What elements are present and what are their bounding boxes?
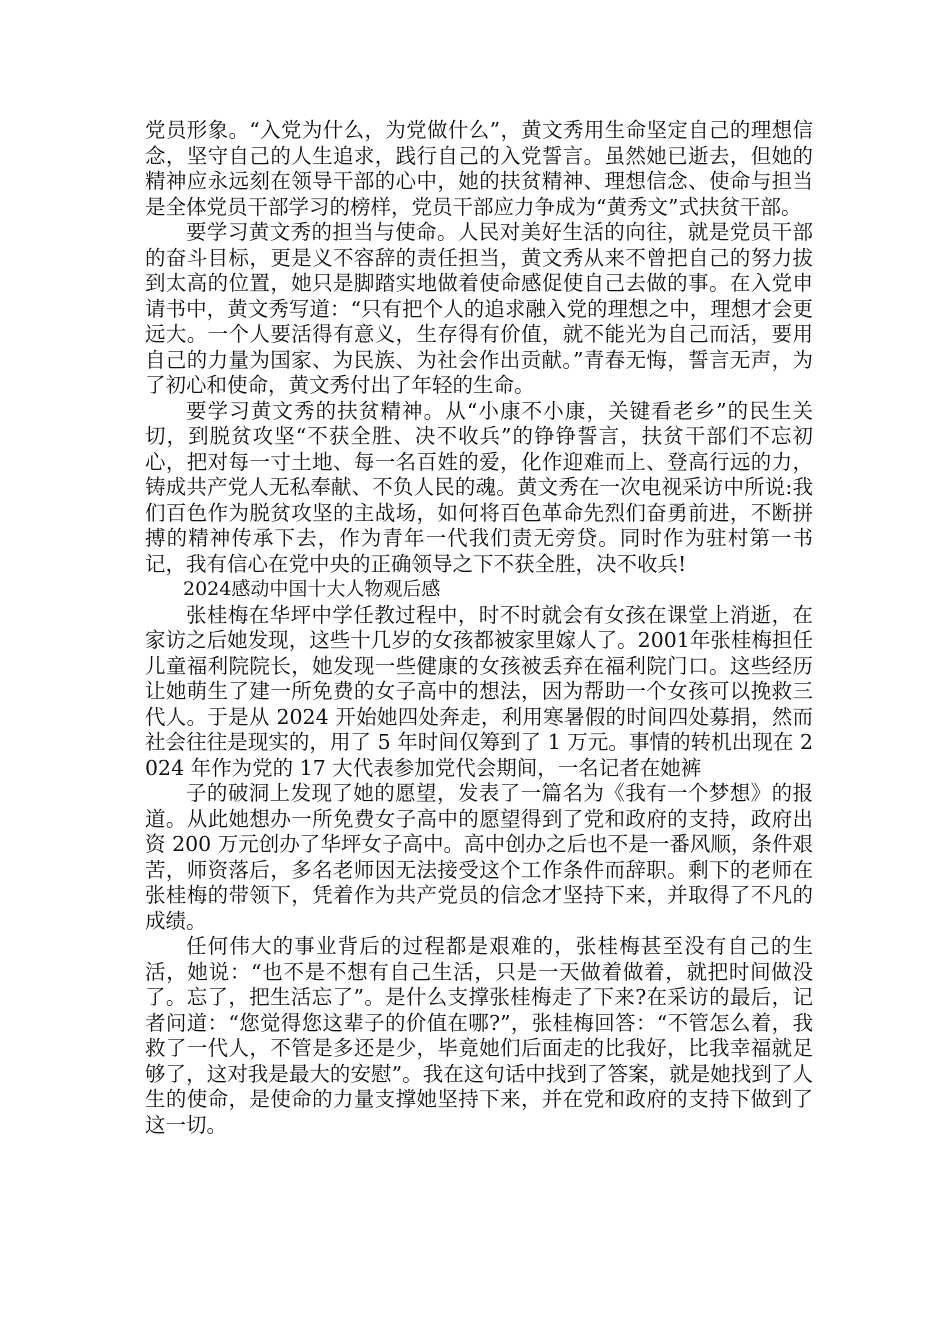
paragraph-responsibility-mission: 要学习黄文秀的担当与使命。人民对美好生活的向往，就是党员干部的奋斗目标，更是义不容辞的责任担当，黄文秀从来不曾把自己的努力拔到太高的位置，她只是脚踏实地做着使命感促使自己去做的事。在入党申请书中，黄文秀写道：“只有把个人的追求融入党的理想之中，理想才会更远大。一个人要活得有意义，生存得有价值，就不能光为自己而活，要用自己的力量为国家、为民族、为社会作出贡献。”青春无悔，誓言无声，为了初心和使命，黄文秀付出了年轻的生命。 bbox=[145, 220, 813, 397]
document-page bbox=[145, 118, 813, 1138]
paragraph-zhang-guimei-school: 子的破洞上发现了她的愿望，发表了一篇名为《我有一个梦想》的报道。从此她想办一所免费女子高中的愿望得到了党和政府的支持，政府出资 200 万元创办了华坪女子高中。高中创办之后也不是一番风顺，条件艰苦，师资落后，多名老师因无法接受这个工作条件而辞职。剩下的老师在张桂梅的带领下，凭着作为共产党员的信念才坚持下来，并取得了不凡的成绩。 bbox=[145, 781, 813, 933]
paragraph-zhang-guimei-mission: 任何伟大的事业背后的过程都是艰难的，张桂梅甚至没有自己的生活，她说：“也不是不想有自己生活，只是一天做着做着，就把时间做没了。忘了，把生活忘了”。是什么支撑张桂梅走了下来?在采访的最后，记者问道：“您觉得您这辈子的价值在哪?”，张桂梅回答：“不管怎么着，我救了一代人，不管是多还是少，毕竟她们后面走的比我好，比我幸福就足够了，这对我是最大的安慰”。我在这句话中找到了答案，就是她找到了人生的使命，是使命的力量支撑她坚持下来，并在党和政府的支持下做到了这一切。 bbox=[145, 934, 813, 1137]
paragraph-party-image: 党员形象。“入党为什么，为党做什么”，黄文秀用生命坚定自己的理想信念，坚守自己的人生追求，践行自己的入党誓言。虽然她已逝去，但她的精神应永远刻在领导干部的心中，她的扶贫精神、理想信念、使命与担当是全体党员干部学习的榜样，党员干部应力争成为“黄秀文”式扶贫干部。 bbox=[145, 118, 813, 219]
section-title: 2024感动中国十大人物观后感 bbox=[183, 578, 441, 600]
paragraph-zhang-guimei-intro: 张桂梅在华坪中学任教过程中，时不时就会有女孩在课堂上消逝，在家访之后她发现，这些十几岁的女孩都被家里嫁人了。2001年张桂梅担任儿童福利院院长，她发现一些健康的女孩被丢弃在福利院门口。这些经历让她萌生了建一所免费的女子高中的想法，因为帮助一个女孩可以挽救三代人。于是从 2024 开始她四处奔走，利用寒暑假的时间四处募捐，然而社会往往是现实的，用了 5 年时间仅筹到了 1 万元。事情的转机出现在 2024 年作为党的 17 大代表参加党代会期间，一名记者在她裤 bbox=[145, 602, 813, 780]
paragraph-poverty-alleviation: 要学习黄文秀的扶贫精神。从“小康不小康，关键看老乡”的民生关切，到脱贫攻坚“不获全胜、决不收兵”的铮铮誓言，扶贫干部们不忘初心，把对每一寸土地、每一名百姓的爱，化作迎难而上、登高行远的力，铸成共产党人无私奉献、不负人民的魂。黄文秀在一次电视采访中所说:我们百色作为脱贫攻坚的主战场，如何将百色革命先烈们奋勇前进，不断拼搏的精神传承下去，作为青年一代我们责无旁贷。同时作为驻村第一书记，我有信心在党中央的正确领导之下不获全胜，决不收兵! bbox=[145, 398, 813, 576]
